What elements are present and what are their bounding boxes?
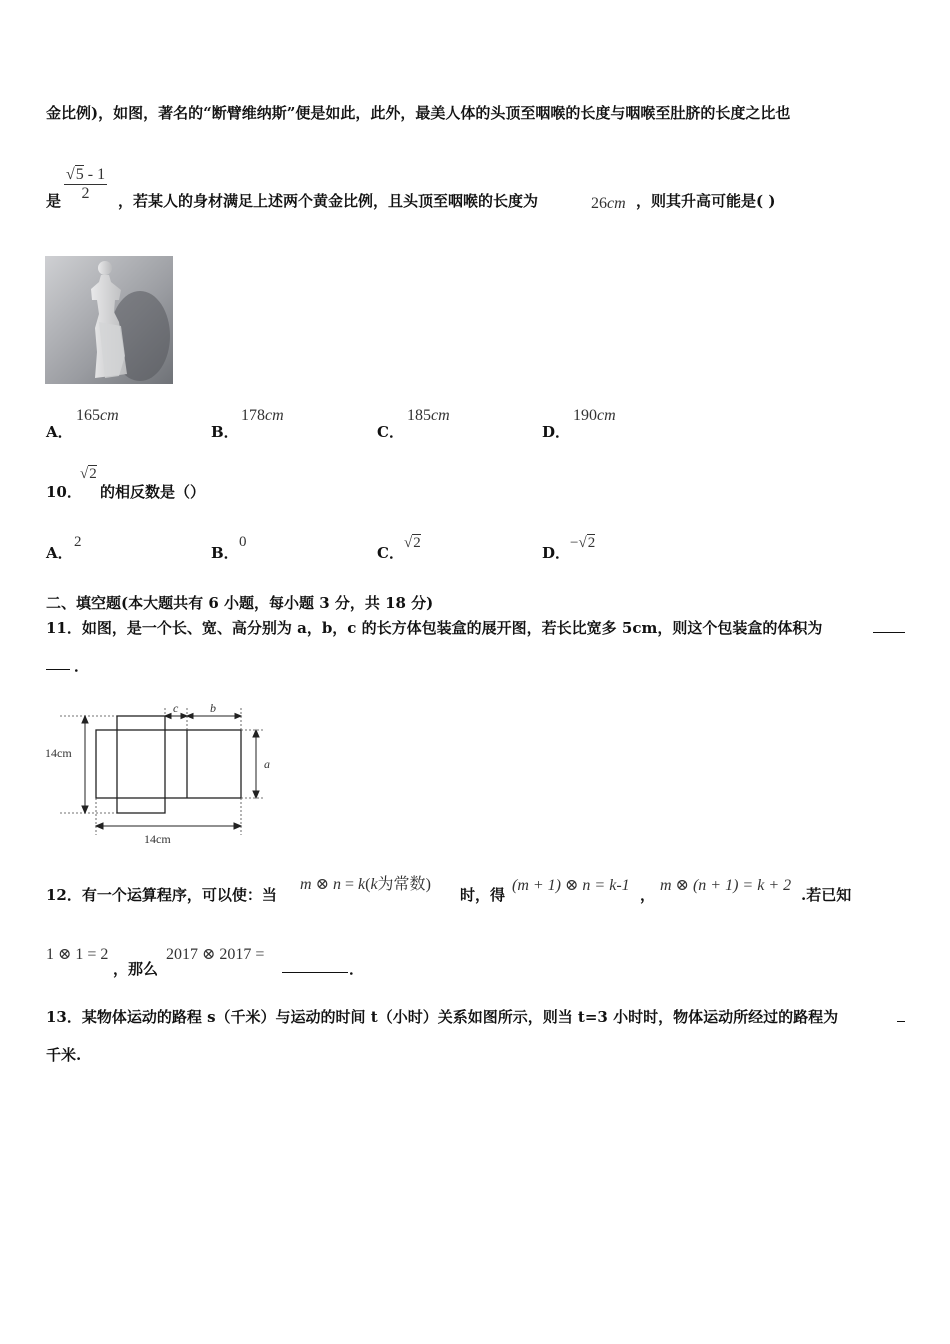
q10-option-a-label: A． xyxy=(46,544,73,562)
frac-num-rest: - 1 xyxy=(83,166,106,183)
q12-expr5: 2017 ⊗ 2017 = xyxy=(166,946,265,963)
q9-option-a-label: A． xyxy=(46,423,73,441)
q10-number: 10． xyxy=(46,483,82,501)
q9-option-d-value: 190cm xyxy=(573,407,616,424)
q12-text-mid1: 时，得 xyxy=(460,886,506,904)
q13-text-line2: 千米. xyxy=(46,1046,82,1064)
net-label-a: a xyxy=(264,757,270,771)
q12-expr3: m ⊗ (n + 1) = k + 2 xyxy=(660,877,792,894)
q12-text-mid2: ，那么 xyxy=(113,960,159,978)
q9-text-line1: 金比例)，如图，著名的“断臂维纳斯”便是如此，此外，最美人体的头顶至咽喉的长度与咽喉至肚脐的长度之比也 xyxy=(46,104,791,122)
q11-text: 11．如图，是一个长、宽、高分别为 a，b，c 的长方体包装盒的展开图，若长比宽多 5cm，则这个包装盒的体积为 xyxy=(46,619,823,637)
len-unit: cm xyxy=(607,195,626,212)
q10-option-c-label: C． xyxy=(377,544,404,562)
q12-answer-blank[interactable] xyxy=(282,958,348,973)
q9-text-line2-end: ，则其升高可能是( ) xyxy=(636,192,776,210)
frac-den: 2 xyxy=(81,185,90,202)
q10-option-b-label: B． xyxy=(211,544,239,562)
net-label-left: 14cm xyxy=(45,746,72,760)
q10-option-d-value: −√2 xyxy=(570,535,596,551)
q12-expr1: m ⊗ n = k(k为常数) xyxy=(300,876,431,893)
head-throat-length xyxy=(591,195,626,213)
q9-option-b-value: 178cm xyxy=(241,407,284,424)
q9-option-a-value: 165cm xyxy=(76,407,119,424)
q12-text-post: .若已知 xyxy=(801,886,852,904)
q12-end: ． xyxy=(349,960,365,978)
venus-statue-image xyxy=(45,256,173,384)
net-label-bottom: 14cm xyxy=(144,832,171,846)
box-net-figure xyxy=(40,700,280,850)
q11-end: ． xyxy=(74,657,90,675)
section2-heading: 二、填空题(本大题共有 6 小题，每小题 3 分，共 18 分) xyxy=(46,594,434,612)
q10-option-d-label: D． xyxy=(542,544,571,562)
q12-comma: ， xyxy=(640,886,656,904)
q9-text-line2-mid: ，若某人的身材满足上述两个黄金比例，且头顶至咽喉的长度为 xyxy=(118,192,539,210)
q10-option-b-value: 0 xyxy=(239,534,247,550)
q9-text-line2-start: 是 xyxy=(46,192,62,210)
q9-option-d-label: D． xyxy=(542,423,571,441)
q10-option-a-value: 2 xyxy=(74,534,82,550)
q13-text-line1: 13．某物体运动的路程 s（千米）与运动的时间 t（小时）关系如图所示，则当 t=3 小时时，物体运动所经过的路程为 xyxy=(46,1008,839,1026)
q12-expr4: 1 ⊗ 1 = 2 xyxy=(46,946,109,963)
q9-option-c-label: C． xyxy=(377,423,404,441)
q12-expr2: (m + 1) ⊗ n = k-1 xyxy=(512,877,630,894)
len-num: 26 xyxy=(591,195,607,212)
net-wide-rect xyxy=(96,730,241,798)
q10-sqrt: √2 xyxy=(80,466,97,482)
q9-option-c-value: 185cm xyxy=(407,407,450,424)
q11-answer-blank-1[interactable] xyxy=(873,618,905,633)
net-label-c: c xyxy=(173,701,179,715)
net-label-b: b xyxy=(210,701,216,715)
q10-text: 的相反数是（） xyxy=(100,483,206,501)
q10-option-c-value: √2 xyxy=(404,535,421,551)
golden-ratio-fraction: $\frac{√5 - 1}{2}$ xyxy=(66,166,106,202)
q11-answer-blank-2[interactable] xyxy=(46,655,70,670)
q9-option-b-label: B． xyxy=(211,423,239,441)
frac-num-radicand: 5 xyxy=(75,166,84,183)
q12-text-start: 12．有一个运算程序，可以使：当 xyxy=(46,886,277,904)
q13-answer-blank[interactable] xyxy=(897,1007,905,1022)
